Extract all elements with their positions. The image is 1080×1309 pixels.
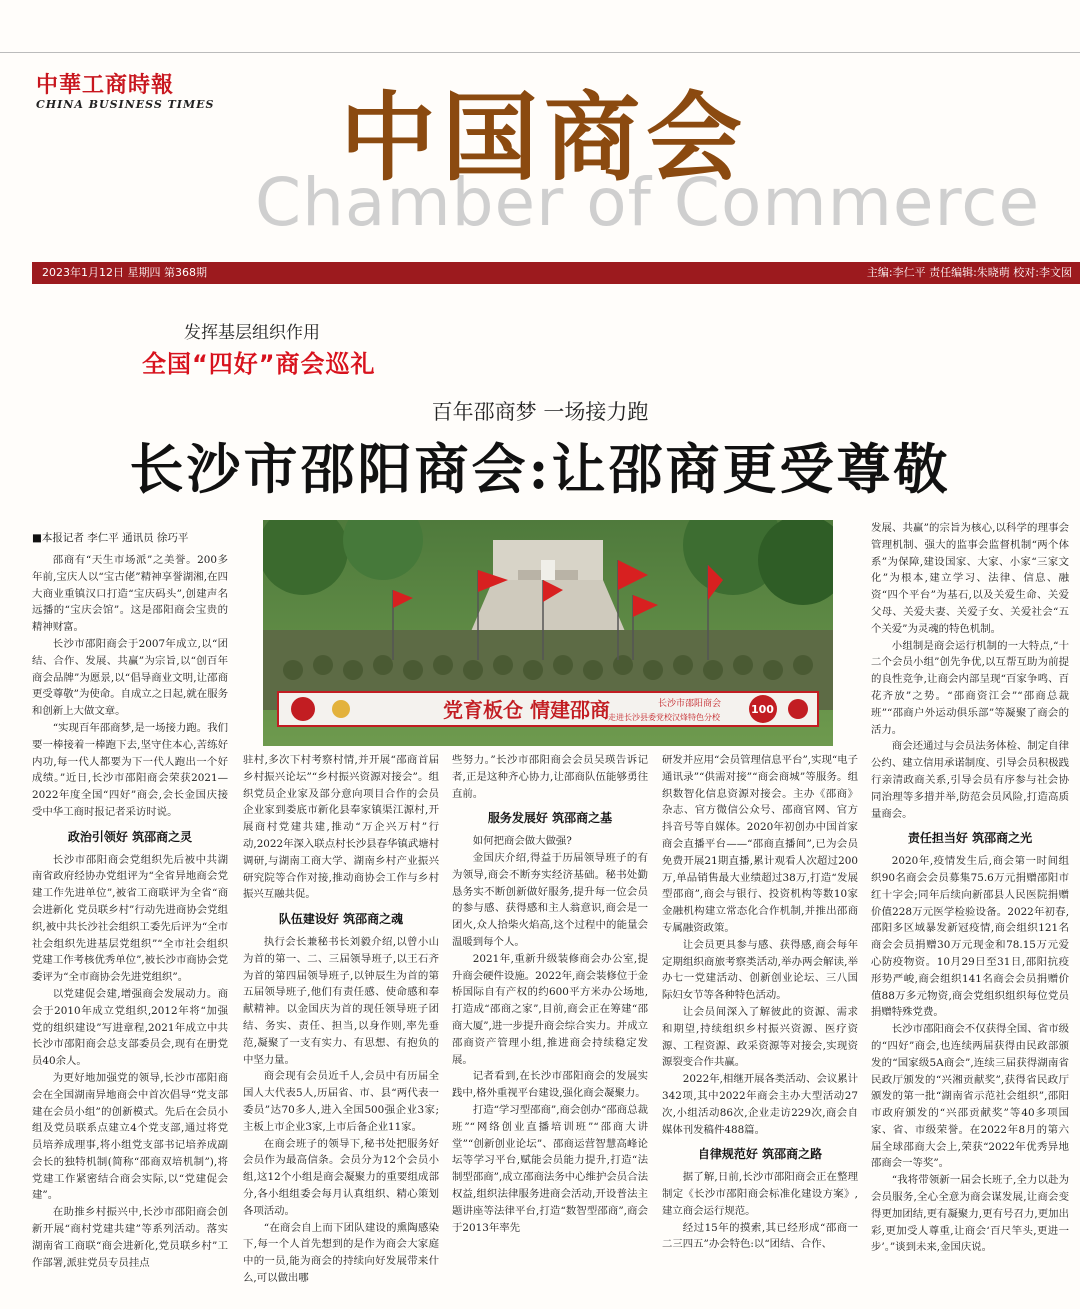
- paragraph: 2020年,疫情发生后,商会第一时间组织90名商会会员募集75.6万元捐赠邵阳市红十字会;同年后续向新邵县人民医院捐赠价值228万元医学检验设备。2022年初春,邵阳多区域暴发新冠疫情,商会组织121名商会会员捐赠30万元现金和78.15万元爱心防疫物资。10月29日至31日,邵阳抗疫形势严峻,商会组织141名商会会员捐赠价值88万多元物资,商会党组织组织每位党员捐赠特殊党费。: [871, 855, 1069, 1019]
- paragraph: 在商会班子的领导下,秘书处把服务好会员作为最高信条。会员分为12个会员小组,这12个小组是商会凝聚力的重要组成部分,各小组组委会每月认真组织、精心策划各项活动。: [243, 1137, 439, 1217]
- masthead-english: CHINA BUSINESS TIMES: [36, 98, 215, 111]
- paragraph: 记者看到,在长沙市邵阳商会的发展实践中,格外重视平台建设,强化商会凝聚力。: [452, 1070, 648, 1100]
- section-heading-service: 服务发展好 筑邵商之基: [487, 811, 613, 826]
- paragraph: 商会现有会员近千人,会员中有历届全国人大代表5人,历届省、市、县“两代表一委员”达70多人,进入全国500强企业3家;主板上市企业3家,上市后备企业11家。: [243, 1070, 439, 1133]
- top-rule: [0, 52, 1080, 53]
- issue-editors: 主编:李仁平 责任编辑:朱晓萌 校对:李文囡: [866, 266, 1072, 279]
- paragraph: 为更好地加强党的领导,长沙市邵阳商会在全国湖南异地商会中首次倡导“党支部建在会员小组”的创新模式。先后在会员小组及党员联系点建立4个党支部,通过将党员培养成理事,将小组党支部书记培养成副会长的独特机制(简称“邵商双培机制”),将党建工作紧密结合商会实际,以“党建促会建”。: [32, 1071, 228, 1202]
- article-column-3: [452, 752, 648, 1309]
- paragraph: 长沙市邵阳商会于2007年成立,以“团结、合作、发展、共赢”为宗旨,以“创百年商会品牌”为愿景,以“倡导商业文明,让邵商更受尊敬”为使命。自成立之日起,就在服务和创新上大做文章。: [32, 637, 228, 718]
- paragraph: 让会员更具参与感、获得感,商会每年定期组织商旅考察类活动,举办两会解读,举办七一党建活动、创新创业论坛、三八国际妇女节等各种特色活动。: [662, 938, 858, 1002]
- series-name: 全国“四好”商会巡礼: [142, 350, 376, 378]
- issue-date: 2023年1月12日 星期四 第368期: [42, 266, 207, 279]
- paragraph: “在商会自上而下团队建设的熏陶感染下,每一个人首先想到的是作为商会大家庭中的一员,能为商会的持续向好发展带来什么,可以做出哪: [243, 1221, 439, 1284]
- paragraph: 打造“学习型邵商”,商会创办“邵商总裁班”“网络创业直播培训班”“邵商大讲堂”“创新创业论坛”、邵商运营智慧高峰论坛等学习平台,赋能会员能力提升,打造“法制型邵商”,成立邵商法务中心维护会员合法权益,组织法律服务进商会活动,开设普法主题讲座等法律平台,打造“数智型邵商”,商会于2013年率先: [452, 1103, 648, 1234]
- article-headline: 长沙市邵阳商会:让邵商更受尊敬: [129, 437, 951, 501]
- banner-side-text: 长沙市邵阳商会: [658, 699, 722, 709]
- section-heading-politics: 政治引领好 筑邵商之灵: [67, 829, 193, 844]
- section-heading-duty: 责任担当好 筑邵商之光: [907, 831, 1033, 846]
- paragraph: “我将带领新一届会长班子,全力以赴为会员服务,全心全意为商会谋发展,让商会变得更加团结,更有凝聚力,更有号召力,更加出彩,更加受人尊重,让商会‘百尺竿头,更进一步’。”谈到未来,金国庆说。: [871, 1174, 1069, 1254]
- paragraph: 经过15年的摸索,其已经形成“邵商一二三四五”办会特色:以“团结、合作、: [662, 1221, 858, 1251]
- banner-badge-text: 100: [751, 703, 774, 716]
- masthead-logo: 中華工商時報: [36, 73, 175, 98]
- section-heading-rules: 自律规范好 筑邵商之路: [697, 1147, 823, 1162]
- paragraph: 据了解,日前,长沙市邵阳商会正在整理制定《长沙市邵阳商会标准化建设方案》,建立商会运行规范。: [662, 1171, 858, 1217]
- paragraph: 些努力。”长沙市邵阳商会会员吴瑛告诉记者,正是这种齐心协力,让邵商队伍能够勇往直前。: [452, 754, 648, 800]
- section-heading-team: 队伍建设好 筑邵商之魂: [278, 912, 404, 927]
- group-photo-illustration: [263, 520, 833, 746]
- paragraph: 长沙市邵阳商会不仅获得全国、省市级的“四好”商会,也连续两届获得由民政部颁发的“国家级5A商会”,连续三届获得湖南省民政厅颁发的“兴湘贡献奖”,获得省民政厅颁发的第一批“湖南省示范社会组织”,邵阳市政府颁发的“兴邵贡献奖”等40多项国家、省、市级荣誉。在2022年8月的第六届全球邵商大会上,荣获“2022年优秀异地邵商会一等奖”。: [871, 1023, 1069, 1170]
- article-column-4: [662, 752, 858, 1309]
- paragraph: “实现百年邵商梦,是一场接力跑。我们要一棒接着一棒跑下去,坚守住本心,苦练好内功,每一代人都要为下一代人跑出一个好成绩。”近日,长沙市邵阳商会荣获2021—2022年度全国“四好”商会,会长金国庆接受中华工商时报记者采访时说。: [32, 721, 228, 818]
- group-photo: [263, 520, 833, 746]
- paragraph: 让会员间深入了解彼此的资源、需求和期望,持续组织乡村振兴资源、医疗资源、工程资源、政采资源等对接会,实现资源裂变合作共赢。: [662, 1005, 858, 1069]
- paragraph: 研发并应用“会员管理信息平台”,实现“电子通讯录”“供需对接”“商会商城”等服务。组织数智化信息资源对接会。主办《邵商》杂志、官方微信公众号、邵商官网、官方抖音号等自媒体。2020年初创办中国首家商会直播平台——“邵商直播间”,已为会员免费开展21期直播,累计观看人次超过200万,单品销售最大业绩超过38万,打造“发展型邵商”,商会与银行、投资机构等数10家金融机构建立常态化合作机制,并推出邵商专属融资政策。: [662, 754, 858, 934]
- paragraph: 以党建促会建,增强商会发展动力。商会于2010年成立党组织,2012年将“加强党的组织建设”写进章程,2021年成立中共长沙市邵阳商会总支部委员会,现有在册党员40余人。: [32, 987, 228, 1068]
- paragraph: 在助推乡村振兴中,长沙市邵阳商会创新开展“商村党建共建”等系列活动。落实湖南省工商联“商会进新化,党员联乡村”工作部署,派驻党员专员挂点: [32, 1206, 228, 1269]
- paragraph: 2022年,相继开展各类活动、会议累计342项,其中2022年商会主办大型活动27次,小组活动86次,企业走访229次,商会自媒体刊发稿件488篇。: [662, 1073, 858, 1136]
- paragraph: 长沙市邵阳商会党组织先后被中共湖南省政府经协办党组评为“全省异地商会党建工作先进单位”,被省工商联评为全省“商会进新化 党员联乡村”行动先进商协会党组织,被中共长沙社会组织工委先后评为“全市社会组织先进基层党组织”“全市社会组织党建工作考核优秀单位”,被长沙市商协会党委评为“全市商协会先进党组织”。: [32, 853, 228, 984]
- paragraph: 驻村,多次下村考察村情,并开展“邵商首届乡村振兴论坛”“乡村振兴资源对接会”。组织党员企业家及部分意向项目合作的会员企业家到娄底市新化县奉家镇渠江源村,开展商村党建共建,推动“万企兴万村”行动,2022年深入联点村长沙县春华镇武塘村调研,与湖南工商大学、湖南乡村产业振兴研究院等合作对接,推动商协会工作与乡村振兴互融共促。: [243, 754, 439, 901]
- paragraph: 金国庆介绍,得益于历届领导班子的有为领导,商会不断夯实经济基础。秘书处勤恳务实不断创新做好服务,提升每一位会员的参与感、获得感和主人翁意识,商会是一团火,众人拾柴火焰高,这个过程中的能量会温暖到每个人。: [452, 851, 648, 948]
- byline: ■本报记者 李仁平 通讯员 徐巧平: [32, 532, 189, 544]
- article-column-2: [243, 752, 439, 1309]
- paragraph: 执行会长兼秘书长刘毅介绍,以曾小山为首的第一、二、三届领导班子,以王石齐为首的第四届领导班子,以钟辰生为首的第五届领导班子,他们有责任感、使命感和奉献精神。以金国庆为首的现任领导班子团结、务实、责任、担当,以身作则,率先垂范,凝聚了一支有实力、有思想、有抱负的中坚力量。: [243, 935, 439, 1066]
- issue-bar: [32, 262, 1080, 284]
- article-column-1: [32, 552, 228, 1309]
- section-title-english: Chamber of Commerce: [255, 164, 1041, 241]
- article-column-5: [871, 520, 1069, 1309]
- paragraph: 发展、共赢”的宗旨为核心,以科学的理事会管理机制、强大的监事会监督机制“两个体系”为保障,建设国家、大家、小家“三家文化”为根本,建立学习、法律、信息、融资“四个平台”为基石,以及关爱生命、关爱父母、关爱夫妻、关爱子女、关爱社会“五个关爱”为灵魂的特色机制。: [871, 522, 1069, 635]
- paragraph: 2021年,重新升级装修商会办公室,提升商会硬件设施。2022年,商会装修位于金桥国际自有产权的约600平方米办公场地,打造成“邵商之家”,目前,商会正在筹建“邵商大厦”,进一步提升商会综合实力。并成立邵商资产管理小组,推进商会持续稳定发展。: [452, 952, 648, 1066]
- series-kicker: 发挥基层组织作用: [184, 323, 320, 343]
- banner-side-text-2: 走进长沙县委党校汉烽特色分校: [608, 713, 720, 722]
- banner-main-text: 党育板仓 情建邵商: [443, 698, 610, 722]
- section-title: 中国商会: [340, 82, 748, 194]
- article-subhead: 百年邵商梦 一场接力跑: [431, 400, 649, 424]
- paragraph: 商会还通过与会员法务体检、制定自律公约、建立信用承诺制度、引导会员积极践行亲清政商关系,引导会员有序参与社会协同治理等多措并举,防范会员风险,打造高质量商会。: [871, 740, 1069, 820]
- paragraph: 小组制是商会运行机制的一大特点,“十二个会员小组”创先争优,以互帮互助为前提的良性竞争,让商会内部呈现“百家争鸣、百花齐放”之势。“邵商资江会”“邵商总裁班”“邵商户外运动俱乐部”等凝聚了商会的活力。: [871, 639, 1069, 736]
- paragraph: 邵商有“天生市场派”之美誉。200多年前,宝庆人以“宝古佬”精神享誉湖湘,在四大商业重镇汉口打造“宝庆码头”,创建声名远播的“宝庆会馆”。这是邵阳商会宝贵的精神财富。: [32, 554, 228, 634]
- paragraph: 如何把商会做大做强?: [472, 835, 572, 848]
